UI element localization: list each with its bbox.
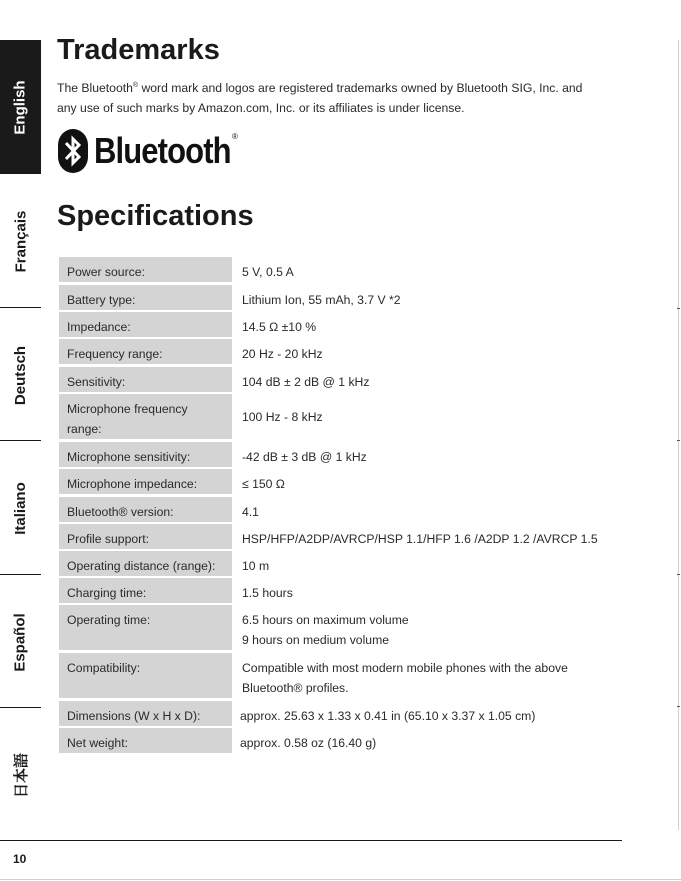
trademark-paragraph (57, 76, 632, 118)
lang-tab-label: 日本語 (13, 752, 31, 798)
spec-row (59, 394, 629, 439)
spec-row (59, 578, 629, 603)
spec-value-line: Compatible with most modern mobile phones with the above (242, 661, 568, 675)
spec-value: approx. 0.58 oz (16.40 g) (240, 736, 377, 750)
lang-tab-label: Français (12, 210, 30, 272)
lang-tab-label: Español (12, 612, 30, 672)
spec-value: 4.1 (242, 505, 259, 519)
spec-value: 104 dB ± 2 dB @ 1 kHz (242, 375, 370, 389)
trademark-line2: any use of such marks by Amazon.com, Inc. or its affiliates is under license. (57, 101, 465, 116)
spec-label: Microphone impedance: (59, 469, 232, 494)
edge-mark (677, 706, 680, 707)
spec-value: ≤ 150 Ω (242, 477, 285, 491)
spec-label: Profile support: (59, 524, 232, 549)
lang-tab-label: English (12, 79, 30, 135)
bluetooth-icon (57, 129, 89, 173)
spec-value: HSP/HFP/A2DP/AVRCP/HSP 1.1/HFP 1.6 /A2DP 1.2 /AVRCP 1.5 (242, 532, 598, 546)
lang-tab-francais[interactable] (0, 174, 41, 308)
spec-row (59, 605, 629, 650)
spec-row (59, 285, 629, 310)
spec-value: 10 m (242, 559, 270, 573)
spec-value: -42 dB ± 3 dB @ 1 kHz (242, 450, 367, 464)
spec-label: Impedance: (59, 312, 232, 337)
spec-value (242, 653, 642, 698)
spec-row (59, 442, 629, 467)
spec-value-line: 9 hours on medium volume (242, 633, 389, 647)
trademarks-heading: Trademarks (57, 34, 220, 66)
spec-label: Bluetooth® version: (59, 497, 232, 522)
bluetooth-wordmark: Bluetooth (94, 130, 231, 171)
spec-row (59, 524, 629, 549)
spec-value: approx. 25.63 x 1.33 x 0.41 in (65.10 x 3.37 x 1.05 cm) (240, 709, 536, 723)
spec-label: Operating time: (59, 605, 232, 650)
lang-tab-label: Italiano (12, 481, 30, 535)
bluetooth-logo (57, 129, 253, 173)
lang-tab-deutsch[interactable] (0, 308, 41, 442)
spec-value: 1.5 hours (242, 586, 293, 600)
lang-tab-espanol[interactable] (0, 575, 41, 709)
page-number: 10 (13, 852, 27, 866)
spec-label: Net weight: (59, 728, 232, 753)
page-edge-line (678, 40, 679, 830)
trademark-line1-end: word mark and logos are registered trademarks owned by Bluetooth SIG, Inc. and (138, 81, 583, 96)
spec-row (59, 701, 629, 726)
spec-row (59, 551, 629, 576)
spec-value: 14.5 Ω ±10 % (242, 320, 317, 334)
spec-value: 5 V, 0.5 A (242, 265, 294, 279)
spec-row (59, 367, 629, 392)
lang-tab-label: Deutsch (12, 345, 29, 405)
lang-tab-english[interactable] (0, 40, 41, 174)
spec-label: Battery type: (59, 285, 232, 310)
spec-value (242, 605, 642, 650)
spec-row (59, 469, 629, 494)
spec-label: Dimensions (W x H x D): (59, 701, 232, 726)
spec-row (59, 653, 629, 698)
spec-label: Frequency range: (59, 339, 232, 364)
lang-tab-japanese[interactable] (0, 708, 41, 842)
spec-label: Microphone frequency range: (59, 394, 232, 439)
spec-value-line: Bluetooth® profiles. (242, 681, 349, 695)
page-bottom-edge (0, 879, 681, 880)
spec-label: Compatibility: (59, 653, 232, 698)
spec-row (59, 728, 629, 753)
spec-row (59, 339, 629, 364)
specifications-heading: Specifications (57, 200, 254, 232)
edge-mark (677, 440, 680, 441)
spec-value: Lithium Ion, 55 mAh, 3.7 V *2 (242, 293, 401, 307)
spec-label: Microphone sensitivity: (59, 442, 232, 467)
edge-mark (677, 308, 680, 309)
spec-row (59, 257, 629, 282)
spec-row (59, 497, 629, 522)
spec-label: Operating distance (range): (59, 551, 232, 576)
bluetooth-logo-reg-mark: ® (232, 132, 238, 141)
registered-mark: ® (132, 82, 139, 89)
spec-row (59, 312, 629, 337)
trademark-line1-start: The Bluetooth (57, 81, 133, 96)
spec-label: Power source: (59, 257, 232, 282)
footer-rule (0, 840, 622, 841)
spec-value: 20 Hz - 20 kHz (242, 347, 323, 361)
spec-label: Sensitivity: (59, 367, 232, 392)
spec-value: 100 Hz - 8 kHz (242, 409, 323, 424)
spec-label: Charging time: (59, 578, 232, 603)
language-sidebar (0, 40, 41, 800)
spec-value-line: 6.5 hours on maximum volume (242, 613, 409, 627)
edge-mark (677, 574, 680, 575)
lang-tab-italiano[interactable] (0, 441, 41, 575)
